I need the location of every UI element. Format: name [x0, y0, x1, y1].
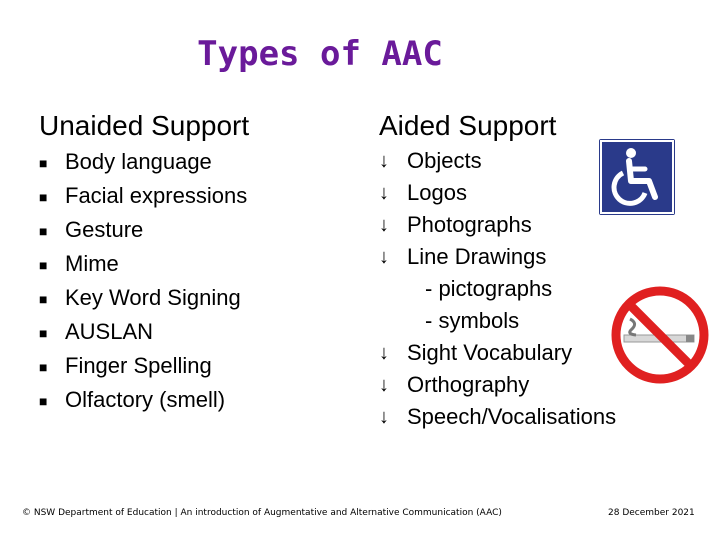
list-item — [39, 216, 247, 250]
bullet-icon: ■ — [39, 223, 48, 239]
bullet-icon: ■ — [39, 393, 48, 409]
arrow-bullet-icon: ↓ — [379, 182, 389, 204]
list-item-label: Speech/Vocalisations — [407, 404, 617, 429]
list-item — [39, 284, 247, 318]
bullet-icon: ■ — [39, 189, 48, 205]
list-item — [379, 403, 616, 435]
aided-list — [379, 147, 616, 435]
list-item — [379, 147, 616, 179]
list-item — [379, 179, 616, 211]
list-item-label: Body language — [65, 149, 212, 174]
list-item — [379, 211, 616, 243]
list-item-label: Gesture — [65, 217, 144, 242]
list-item — [39, 182, 247, 216]
list-item — [39, 148, 247, 182]
list-item-label: Photographs — [407, 212, 532, 237]
arrow-bullet-icon: ↓ — [379, 406, 389, 428]
list-item — [379, 243, 616, 275]
list-item-label: Sight Vocabulary — [407, 340, 573, 365]
list-item-label: AUSLAN — [65, 319, 154, 344]
list-item-label: Mime — [65, 251, 119, 276]
list-item — [39, 250, 247, 284]
wheelchair-icon — [599, 139, 675, 215]
footer-date: 28 December 2021 — [608, 508, 695, 518]
list-item-label: Line Drawings — [407, 244, 547, 269]
bullet-icon: ■ — [39, 257, 48, 273]
list-item-label: Facial expressions — [65, 183, 248, 208]
unaided-list — [39, 148, 247, 420]
list-subitem — [379, 307, 616, 339]
list-item-label: Key Word Signing — [65, 285, 241, 310]
bullet-icon: ■ — [39, 155, 48, 171]
unaided-heading: Unaided Support — [39, 110, 250, 141]
list-item — [379, 339, 616, 371]
list-subitem — [379, 275, 616, 307]
list-item-label: Objects — [407, 148, 482, 173]
list-item — [379, 371, 616, 403]
bullet-icon: ■ — [39, 359, 48, 375]
arrow-bullet-icon: ↓ — [379, 374, 389, 396]
arrow-bullet-icon: ↓ — [379, 246, 389, 268]
list-item-label: Orthography — [407, 372, 530, 397]
aided-heading: Aided Support — [379, 110, 557, 141]
footer-credit: © NSW Department of Education | An introduction of Augmentative and Alternative Communication (AAC) — [22, 508, 502, 518]
bullet-icon: ■ — [39, 325, 48, 341]
list-item-label: - pictographs — [425, 276, 553, 301]
list-item-label: Olfactory (smell) — [65, 387, 226, 412]
list-item-label: Finger Spelling — [65, 353, 212, 378]
no-smoking-icon — [610, 285, 710, 385]
list-item-label: Logos — [407, 180, 467, 205]
list-item — [39, 386, 247, 420]
arrow-bullet-icon: ↓ — [379, 214, 389, 236]
list-item — [39, 352, 247, 386]
slide-title: Types of AAC — [197, 34, 443, 74]
list-item — [39, 318, 247, 352]
bullet-icon: ■ — [39, 291, 48, 307]
arrow-bullet-icon: ↓ — [379, 342, 389, 364]
arrow-bullet-icon: ↓ — [379, 150, 389, 172]
list-item-label: - symbols — [425, 308, 520, 333]
